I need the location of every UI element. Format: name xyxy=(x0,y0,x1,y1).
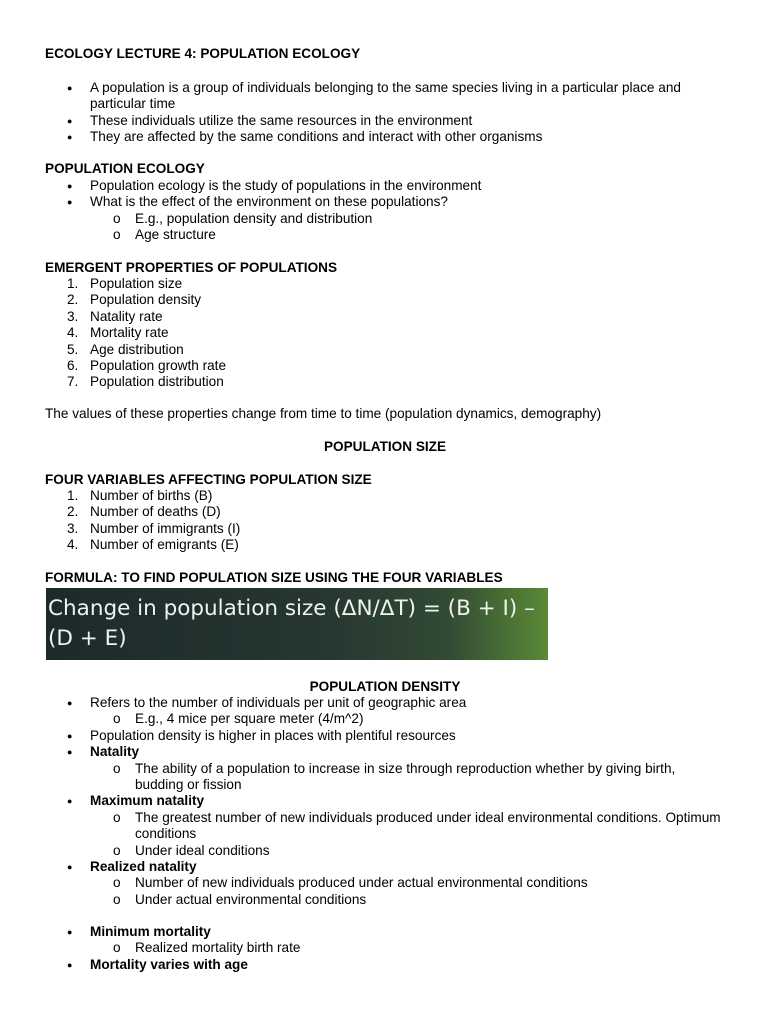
list-item: ● A population is a group of individuals belonging to the same species living in a particular place and particular time xyxy=(45,80,725,113)
list-item: 1. Number of births (B) xyxy=(67,488,213,503)
section-heading-population-ecology: POPULATION ECOLOGY xyxy=(45,161,205,176)
sub-list-item: o Number of new individuals produced under actual environmental conditions xyxy=(45,875,725,891)
sub-list-item: o Realized mortality birth rate xyxy=(45,940,725,956)
list-item: 4. Mortality rate xyxy=(67,325,169,341)
sub-list-item: o E.g., population density and distribution xyxy=(45,211,725,227)
dynamics-note: The values of these properties change from time to time (population dynamics, demography) xyxy=(45,406,602,421)
list-item: ● Refers to the number of individuals per unit of geographic area xyxy=(45,695,725,711)
sub-list-item: o The ability of a population to increase in size through reproduction whether by giving birth, budding or fission xyxy=(45,761,725,794)
sub-list-item: o Under actual environmental conditions xyxy=(45,892,725,908)
list-item: 4. Number of emigrants (E) xyxy=(67,537,239,553)
section-heading-population-size: POPULATION SIZE xyxy=(323,439,447,454)
list-item: ● Mortality varies with age xyxy=(45,957,725,973)
sub-list-item: o Age structure xyxy=(45,227,725,243)
list-item: ● Realized natality xyxy=(45,859,725,875)
sub-list-item: o E.g., 4 mice per square meter (4/m^2) xyxy=(45,711,725,727)
list-item: 1. Population size xyxy=(67,276,183,291)
list-item: 5. Age distribution xyxy=(67,341,184,357)
list-item: ● Population density is higher in places with plentiful resources xyxy=(45,728,725,744)
list-item: ● Maximum natality xyxy=(45,793,725,809)
formula-text: Change in population size (ΔN/ΔT) = (B + I) – (D + E) xyxy=(48,596,535,651)
formula-image xyxy=(46,588,548,660)
mortality-list xyxy=(45,924,725,973)
list-item: 2. Number of deaths (D) xyxy=(67,504,221,520)
list-item: ● Population ecology is the study of populations in the environment xyxy=(45,178,725,194)
list-item: ● They are affected by the same conditions and interact with other organisms xyxy=(45,129,725,145)
section-heading-formula: FORMULA: TO FIND POPULATION SIZE USING THE FOUR VARIABLES xyxy=(45,570,503,585)
list-item: ● What is the effect of the environment on these populations? xyxy=(45,194,725,210)
list-item: ● Natality xyxy=(45,744,725,760)
list-item: 2. Population density xyxy=(67,292,202,308)
list-item: 7. Population distribution xyxy=(67,374,224,390)
population-density-list xyxy=(45,695,725,908)
document-title: ECOLOGY LECTURE 4: POPULATION ECOLOGY xyxy=(45,46,361,61)
section-heading-emergent-properties: EMERGENT PROPERTIES OF POPULATIONS xyxy=(45,260,338,275)
list-item: 6. Population growth rate xyxy=(67,358,227,374)
section-heading-population-density: POPULATION DENSITY xyxy=(309,679,461,694)
four-variables-list xyxy=(45,488,725,554)
list-item: 3. Natality rate xyxy=(67,308,163,324)
population-ecology-list xyxy=(45,178,725,244)
sub-list-item: o The greatest number of new individuals produced under ideal environmental conditions. Optimum conditions xyxy=(45,810,725,843)
list-item: 3. Number of immigrants (I) xyxy=(67,520,241,536)
intro-list xyxy=(45,80,725,146)
list-item: ● These individuals utilize the same resources in the environment xyxy=(45,113,725,129)
list-item: ● Minimum mortality xyxy=(45,924,725,940)
emergent-properties-list xyxy=(45,276,725,391)
section-heading-four-variables: FOUR VARIABLES AFFECTING POPULATION SIZE xyxy=(45,472,372,487)
sub-list-item: o Under ideal conditions xyxy=(45,843,725,859)
